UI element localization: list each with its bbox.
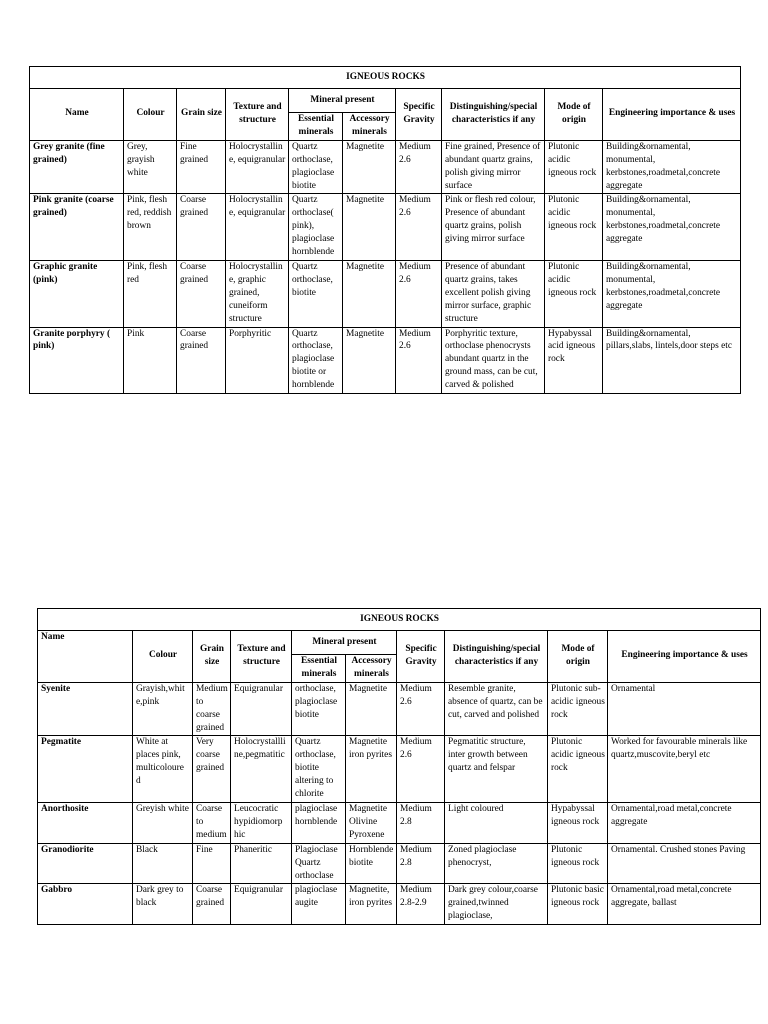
- rock-name: Anorthosite: [38, 802, 133, 843]
- rock-distinguishing: Zoned plagioclase phenocryst,: [445, 843, 548, 884]
- rock-grain-size: Coarse to medium: [193, 802, 231, 843]
- rock-specific-gravity: Medium 2.6: [397, 736, 445, 803]
- rock-accessory-minerals: Hornblende biotite: [346, 843, 397, 884]
- rock-accessory-minerals: Magnetite: [343, 260, 396, 327]
- rock-grain-size: Coarse grained: [177, 194, 226, 261]
- header-engineering: Engineering importance & uses: [608, 631, 761, 683]
- table-row: [30, 260, 741, 327]
- table-title: IGNEOUS ROCKS: [38, 609, 761, 631]
- igneous-rocks-table-1: [29, 66, 741, 394]
- rock-engineering-uses: Ornamental,road metal,concrete aggregate, ballast: [608, 884, 761, 925]
- rock-texture: Porphyritic: [226, 327, 289, 394]
- rock-mode-of-origin: Hypabyssal igneous rock: [548, 802, 608, 843]
- rock-engineering-uses: Ornamental. Crushed stones Paving: [608, 843, 761, 884]
- header-grain-size: Grain size: [177, 89, 226, 141]
- rock-mode-of-origin: Plutonic acidic igneous rock: [548, 736, 608, 803]
- rock-name: Gabbro: [38, 884, 133, 925]
- rock-specific-gravity: Medium 2.6: [396, 327, 442, 394]
- rock-colour: Greyish white: [133, 802, 193, 843]
- rock-accessory-minerals: Magnetite: [346, 682, 397, 736]
- rock-grain-size: Very coarse grained: [193, 736, 231, 803]
- rock-accessory-minerals: Magnetite iron pyrites: [346, 736, 397, 803]
- rock-grain-size: Coarse grained: [177, 327, 226, 394]
- rock-accessory-minerals: Magnetite Olivine Pyroxene: [346, 802, 397, 843]
- rock-engineering-uses: Building&ornamental, monumental, kerbstones,roadmetal,concrete aggregate: [603, 194, 741, 261]
- rock-grain-size: Fine grained: [177, 140, 226, 194]
- igneous-rocks-table-2: [37, 608, 761, 925]
- header-mineral-present: Mineral present: [289, 89, 396, 113]
- rock-engineering-uses: Building&ornamental, monumental, kerbstones,roadmetal,concrete aggregate: [603, 260, 741, 327]
- rock-colour: Grayish,whit e,pink: [133, 682, 193, 736]
- rock-colour: Pink, flesh red, reddish brown: [124, 194, 177, 261]
- rock-name: Grey granite (fine grained): [30, 140, 124, 194]
- rock-colour: White at places pink, multicoloure d: [133, 736, 193, 803]
- header-mode-of-origin: Mode of origin: [548, 631, 608, 683]
- header-name: Name: [38, 631, 133, 683]
- table-row: [30, 194, 741, 261]
- rock-essential-minerals: Quartz orthoclase, biotite altering to chlorite: [292, 736, 346, 803]
- rock-mode-of-origin: Plutonic acidic igneous rock: [545, 194, 603, 261]
- rock-specific-gravity: Medium 2.6: [396, 260, 442, 327]
- rock-texture: Holocrystallli ne,pegmatitic: [231, 736, 292, 803]
- rock-engineering-uses: Ornamental: [608, 682, 761, 736]
- rock-mode-of-origin: Hypabyssal acid igneous rock: [545, 327, 603, 394]
- rock-accessory-minerals: Magnetite: [343, 327, 396, 394]
- rock-colour: Grey, grayish white: [124, 140, 177, 194]
- header-engineering: Engineering importance & uses: [603, 89, 741, 141]
- rock-specific-gravity: Medium 2.8-2.9: [397, 884, 445, 925]
- rock-essential-minerals: Plagioclase Quartz orthoclase: [292, 843, 346, 884]
- rock-accessory-minerals: Magnetite: [343, 194, 396, 261]
- rock-colour: Pink: [124, 327, 177, 394]
- rock-accessory-minerals: Magnetite, iron pyrites: [346, 884, 397, 925]
- rock-name: Pink granite (coarse grained): [30, 194, 124, 261]
- rock-texture: Equigranular: [231, 682, 292, 736]
- rock-texture: Equigranular: [231, 884, 292, 925]
- rock-specific-gravity: Medium 2.8: [397, 802, 445, 843]
- header-grain-size: Grain size: [193, 631, 231, 683]
- rock-distinguishing: Pegmatitic structure, inter growth between quartz and felspar: [445, 736, 548, 803]
- table-row: [30, 140, 741, 194]
- rock-mode-of-origin: Plutonic acidic igneous rock: [545, 260, 603, 327]
- rock-specific-gravity: Medium 2.6: [397, 682, 445, 736]
- rock-distinguishing: Presence of abundant quartz grains, takes excellent polish giving mirror surface, graphic structure: [442, 260, 545, 327]
- table-row: [38, 802, 761, 843]
- rock-essential-minerals: Quartz orthoclase, plagioclase biotite or hornblende: [289, 327, 343, 394]
- header-essential-minerals: Essential minerals: [292, 655, 346, 683]
- table-title: IGNEOUS ROCKS: [30, 67, 741, 89]
- table-row: [38, 843, 761, 884]
- header-distinguishing: Distinguishing/special characteristics if any: [445, 631, 548, 683]
- header-colour: Colour: [124, 89, 177, 141]
- rock-name: Syenite: [38, 682, 133, 736]
- header-specific-gravity: Specific Gravity: [397, 631, 445, 683]
- rock-grain-size: Medium to coarse grained: [193, 682, 231, 736]
- rock-distinguishing: Pink or flesh red colour, Presence of abundant quartz grains, polish giving mirror surface: [442, 194, 545, 261]
- rock-colour: Dark grey to black: [133, 884, 193, 925]
- header-accessory-minerals: Accessory minerals: [346, 655, 397, 683]
- rock-name: Graphic granite (pink): [30, 260, 124, 327]
- table-row: [38, 736, 761, 803]
- rock-specific-gravity: Medium 2.6: [396, 140, 442, 194]
- rock-distinguishing: Light coloured: [445, 802, 548, 843]
- rock-engineering-uses: Building&ornamental, pillars,slabs, lintels,door steps etc: [603, 327, 741, 394]
- rock-essential-minerals: plagioclase augite: [292, 884, 346, 925]
- rock-distinguishing: Dark grey colour,coarse grained,twinned plagioclase,: [445, 884, 548, 925]
- rock-name: Pegmatite: [38, 736, 133, 803]
- rock-mode-of-origin: Plutonic acidic igneous rock: [545, 140, 603, 194]
- rock-texture: Holocrystallin e, equigranular: [226, 194, 289, 261]
- rock-mode-of-origin: Plutonic basic igneous rock: [548, 884, 608, 925]
- header-specific-gravity: Specific Gravity: [396, 89, 442, 141]
- header-distinguishing: Distinguishing/special characteristics if any: [442, 89, 545, 141]
- rock-texture: Leucocratic hypidiomorp hic: [231, 802, 292, 843]
- header-colour: Colour: [133, 631, 193, 683]
- rock-specific-gravity: Medium 2.8: [397, 843, 445, 884]
- header-mineral-present: Mineral present: [292, 631, 397, 655]
- rock-grain-size: Coarse grained: [193, 884, 231, 925]
- header-name: Name: [30, 89, 124, 141]
- header-texture: Texture and structure: [231, 631, 292, 683]
- rock-name: Granodiorite: [38, 843, 133, 884]
- rock-specific-gravity: Medium 2.6: [396, 194, 442, 261]
- rock-texture: Holocrystallin e, equigranular: [226, 140, 289, 194]
- rock-colour: Pink, flesh red: [124, 260, 177, 327]
- rock-name: Granite porphyry ( pink): [30, 327, 124, 394]
- rock-engineering-uses: Building&ornamental, monumental, kerbstones,roadmetal,concrete aggregate: [603, 140, 741, 194]
- rock-distinguishing: Resemble granite, absence of quartz, can be cut, carved and polished: [445, 682, 548, 736]
- rock-engineering-uses: Ornamental,road metal,concrete aggregate: [608, 802, 761, 843]
- rock-accessory-minerals: Magnetite: [343, 140, 396, 194]
- rock-engineering-uses: Worked for favourable minerals like quartz,muscovite,beryl etc: [608, 736, 761, 803]
- rock-essential-minerals: Quartz orthoclase( pink), plagioclase hornblende: [289, 194, 343, 261]
- table-row: [30, 327, 741, 394]
- table-row: [38, 682, 761, 736]
- rock-texture: Phaneritic: [231, 843, 292, 884]
- rock-grain-size: Fine: [193, 843, 231, 884]
- header-essential-minerals: Essential minerals: [289, 113, 343, 141]
- rock-texture: Holocrystallin e, graphic grained, cuneiform structure: [226, 260, 289, 327]
- rock-essential-minerals: plagioclase hornblende: [292, 802, 346, 843]
- table-row: [38, 884, 761, 925]
- rock-essential-minerals: orthoclase, plagioclase biotite: [292, 682, 346, 736]
- rock-essential-minerals: Quartz orthoclase, plagioclase biotite: [289, 140, 343, 194]
- rock-colour: Black: [133, 843, 193, 884]
- rock-mode-of-origin: Plutonic sub-acidic igneous rock: [548, 682, 608, 736]
- header-mode-of-origin: Mode of origin: [545, 89, 603, 141]
- header-accessory-minerals: Accessory minerals: [343, 113, 396, 141]
- rock-essential-minerals: Quartz orthoclase, biotite: [289, 260, 343, 327]
- header-texture: Texture and structure: [226, 89, 289, 141]
- rock-distinguishing: Fine grained, Presence of abundant quartz grains, polish giving mirror surface: [442, 140, 545, 194]
- rock-mode-of-origin: Plutonic igneous rock: [548, 843, 608, 884]
- rock-grain-size: Coarse grained: [177, 260, 226, 327]
- rock-distinguishing: Porphyritic texture, orthoclase phenocrysts abundant quartz in the ground mass, can be cut, carved & polished: [442, 327, 545, 394]
